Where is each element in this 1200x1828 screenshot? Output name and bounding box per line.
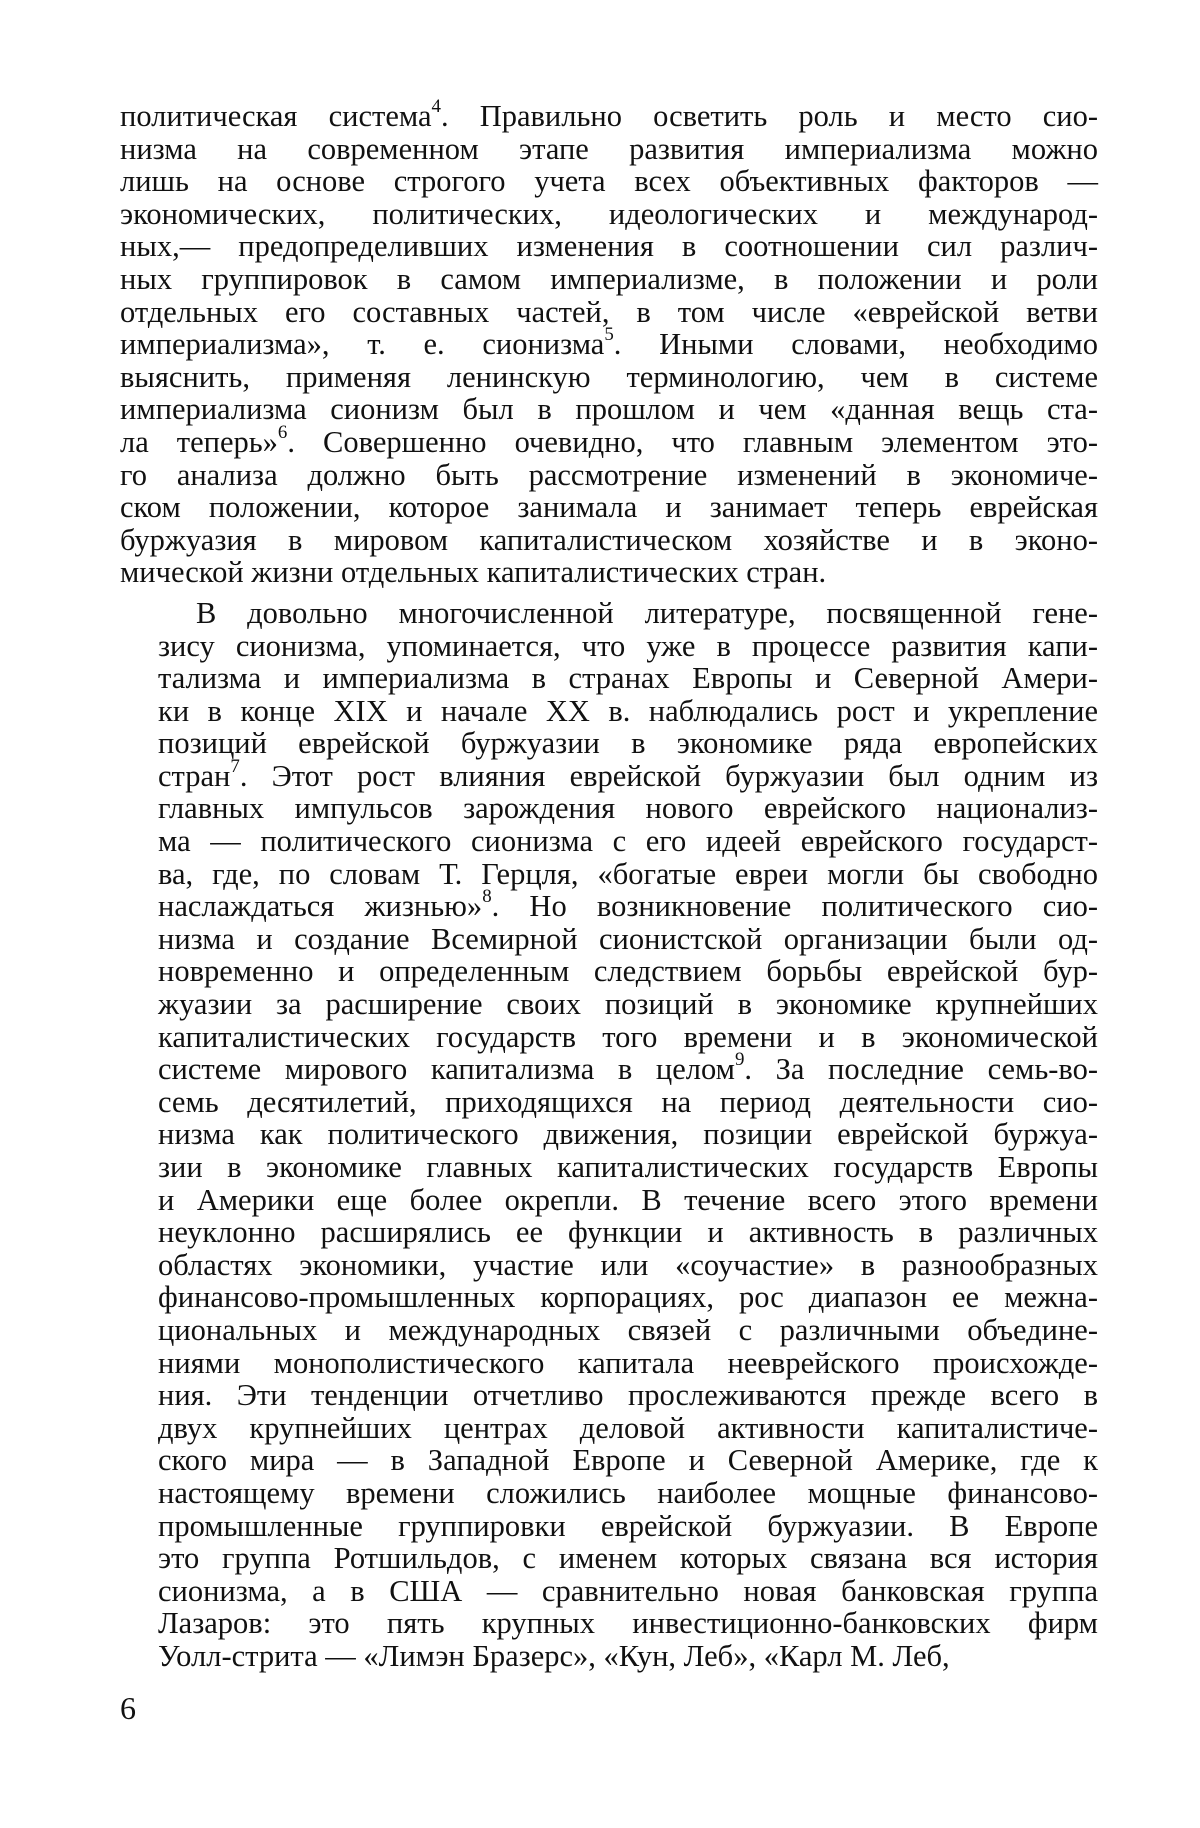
body-text <box>120 96 1098 1673</box>
text-line <box>120 393 1098 426</box>
text-line <box>120 1118 1098 1151</box>
text-line <box>120 556 1098 589</box>
text-line <box>120 361 1098 394</box>
text-line <box>120 1347 1098 1380</box>
text-line <box>120 630 1098 663</box>
text-run: главных импульсов зарождения нового еврейского национализ- <box>158 791 1098 826</box>
text-run: лишь на основе строгого учета всех объективных факторов — <box>120 164 1098 199</box>
text-run: выяснить, применяя ленинскую терминологию, чем в системе <box>120 359 1098 394</box>
text-run: сионизма, а в США — сравнительно новая банковская группа <box>158 1573 1098 1608</box>
text-run: ных,— предопределивших изменения в соотношении сил различ- <box>120 229 1098 264</box>
footnote-marker: 9 <box>734 1049 745 1071</box>
text-line <box>120 165 1098 198</box>
text-line <box>120 662 1098 695</box>
text-line <box>120 597 1098 630</box>
text-line <box>120 1542 1098 1575</box>
text-run: Лазаров: это пять крупных инвестиционно-банковских фирм <box>158 1606 1098 1641</box>
text-line <box>120 1510 1098 1543</box>
text-run: позиций еврейской буржуазии в экономике ряда европейских <box>158 726 1098 761</box>
text-run: мической жизни отдельных капиталистических стран. <box>120 555 827 590</box>
text-line <box>120 133 1098 166</box>
text-run: буржуазия в мировом капиталистическом хозяйстве и в эконо- <box>120 522 1098 557</box>
text-line <box>120 1151 1098 1184</box>
text-line <box>120 1575 1098 1608</box>
text-run: стран <box>158 758 231 793</box>
text-line <box>120 459 1098 492</box>
text-run: ма — политического сионизма с его идеей еврейского государст- <box>158 824 1098 859</box>
text-run: низма как политического движения, позиции еврейской буржуа- <box>158 1117 1098 1152</box>
text-line <box>120 1379 1098 1412</box>
text-line <box>120 755 1098 793</box>
text-run: это группа Ротшильдов, с именем которых связана вся история <box>158 1541 1098 1576</box>
text-line <box>120 491 1098 524</box>
text-line <box>120 1444 1098 1477</box>
text-run: В довольно многочисленной литературе, посвященной гене- <box>196 595 1098 630</box>
text-line <box>120 988 1098 1021</box>
text-line <box>120 1184 1098 1217</box>
text-run: капиталистических государств того времени и в экономической <box>158 1019 1098 1054</box>
text-line <box>120 263 1098 296</box>
text-line <box>120 524 1098 557</box>
text-run: ных группировок в самом империализме, в положении и роли <box>120 261 1098 296</box>
paragraph-1 <box>120 96 1098 590</box>
text-run: го анализа должно быть рассмотрение изменений в экономиче- <box>120 457 1098 492</box>
text-line <box>120 1640 1098 1673</box>
text-line <box>120 198 1098 231</box>
text-line <box>120 1412 1098 1445</box>
footnote-marker: 6 <box>277 421 288 443</box>
text-run: ва, где, по словам Т. Герцля, «богатые евреи могли бы свободно <box>158 856 1098 891</box>
text-run: ки в конце XIX и начале XX в. наблюдались рост и укрепление <box>158 693 1098 728</box>
text-run: отдельных его составных частей, в том числе «еврейской ветви <box>120 294 1098 329</box>
text-run: Уолл-стрита — «Лимэн Бразерс», «Кун, Леб», «Карл М. Леб, <box>158 1638 950 1673</box>
text-run: . Иными словами, необходимо <box>613 327 1098 362</box>
text-line <box>120 792 1098 825</box>
text-line <box>120 1607 1098 1640</box>
text-run: зису сионизма, упоминается, что уже в процессе развития капи- <box>158 628 1098 663</box>
footnote-marker: 7 <box>230 755 240 777</box>
text-run: семь десятилетий, приходящихся на период деятельности сио- <box>158 1084 1098 1119</box>
text-run: низма на современном этапе развития империализма можно <box>120 131 1098 166</box>
text-run: зии в экономике главных капиталистических государств Европы <box>158 1150 1098 1184</box>
footnote-marker: 8 <box>482 886 492 908</box>
text-run: финансово-промышленных корпорациях, рос диапазон ее межна- <box>158 1280 1098 1315</box>
text-run: новременно и определенным следствием борьбы еврейской бур- <box>158 954 1098 989</box>
text-line <box>120 1086 1098 1119</box>
footnote-marker: 4 <box>431 96 441 118</box>
text-run: и Америки еще более окрепли. В течение всего этого времени <box>158 1182 1098 1217</box>
text-run: промышленные группировки еврейской буржуазии. В Европе <box>158 1508 1098 1543</box>
footnote-marker: 5 <box>604 324 614 346</box>
text-line <box>120 1021 1098 1054</box>
text-line <box>120 1314 1098 1347</box>
text-run: империализма», т. е. сионизма <box>120 327 605 362</box>
text-run: системе мирового капитализма в целом <box>158 1052 735 1087</box>
text-line <box>120 727 1098 760</box>
text-run: низма и создание Всемирной сионистской организации были од- <box>158 921 1098 956</box>
text-run: . Но возникновение политического сио- <box>491 889 1098 924</box>
text-run: неуклонно расширялись ее функции и активность в различных <box>158 1215 1098 1250</box>
text-run: настоящему времени сложились наиболее мощные финансово- <box>158 1475 1098 1510</box>
text-run: империализма сионизм был в прошлом и чем «данная вещь ста- <box>120 392 1098 427</box>
text-line <box>120 1477 1098 1510</box>
text-line <box>120 923 1098 956</box>
text-run: . За последние семь-во- <box>744 1052 1098 1087</box>
text-line <box>120 230 1098 263</box>
text-run: экономических, политических, идеологических и международ- <box>120 196 1098 231</box>
text-line <box>120 96 1098 133</box>
text-run: тализма и империализма в странах Европы и Северной Амери- <box>158 661 1098 696</box>
text-line <box>120 955 1098 988</box>
text-run: . Совершенно очевидно, что главным элементом это- <box>287 424 1098 459</box>
text-run: наслаждаться жизнью» <box>158 889 483 924</box>
text-run: двух крупнейших центрах деловой активности капиталистиче- <box>158 1410 1098 1445</box>
text-line <box>120 695 1098 728</box>
text-run: циональных и международных связей с различными объедине- <box>158 1312 1098 1347</box>
text-run: ниями монополистического капитала нееврейского происхожде- <box>158 1345 1098 1380</box>
text-line <box>120 1249 1098 1282</box>
text-line <box>120 1049 1098 1087</box>
text-run: областях экономики, участие или «соучастие» в разнообразных <box>158 1247 1098 1282</box>
text-run: жуазии за расширение своих позиций в экономике крупнейших <box>158 987 1098 1022</box>
text-run: . Правильно осветить роль и место сио- <box>440 99 1098 133</box>
page-number: 6 <box>120 1690 136 1726</box>
text-run: политическая система <box>120 99 432 133</box>
text-line <box>120 858 1098 891</box>
text-line <box>120 886 1098 924</box>
text-run: . Этот рост влияния еврейской буржуазии был одним из <box>239 758 1098 793</box>
text-run: ла теперь» <box>120 424 278 459</box>
text-run: ском положении, которое занимала и занимает теперь еврейская <box>120 490 1098 525</box>
text-line <box>120 324 1098 362</box>
paragraph-2 <box>120 597 1098 1673</box>
text-run: ния. Эти тенденции отчетливо прослеживаются прежде всего в <box>158 1378 1098 1413</box>
text-line <box>120 825 1098 858</box>
text-line <box>120 421 1098 459</box>
text-line <box>120 1216 1098 1249</box>
text-run: ского мира — в Западной Европе и Северной Америке, где к <box>158 1443 1098 1478</box>
text-line <box>120 1281 1098 1314</box>
